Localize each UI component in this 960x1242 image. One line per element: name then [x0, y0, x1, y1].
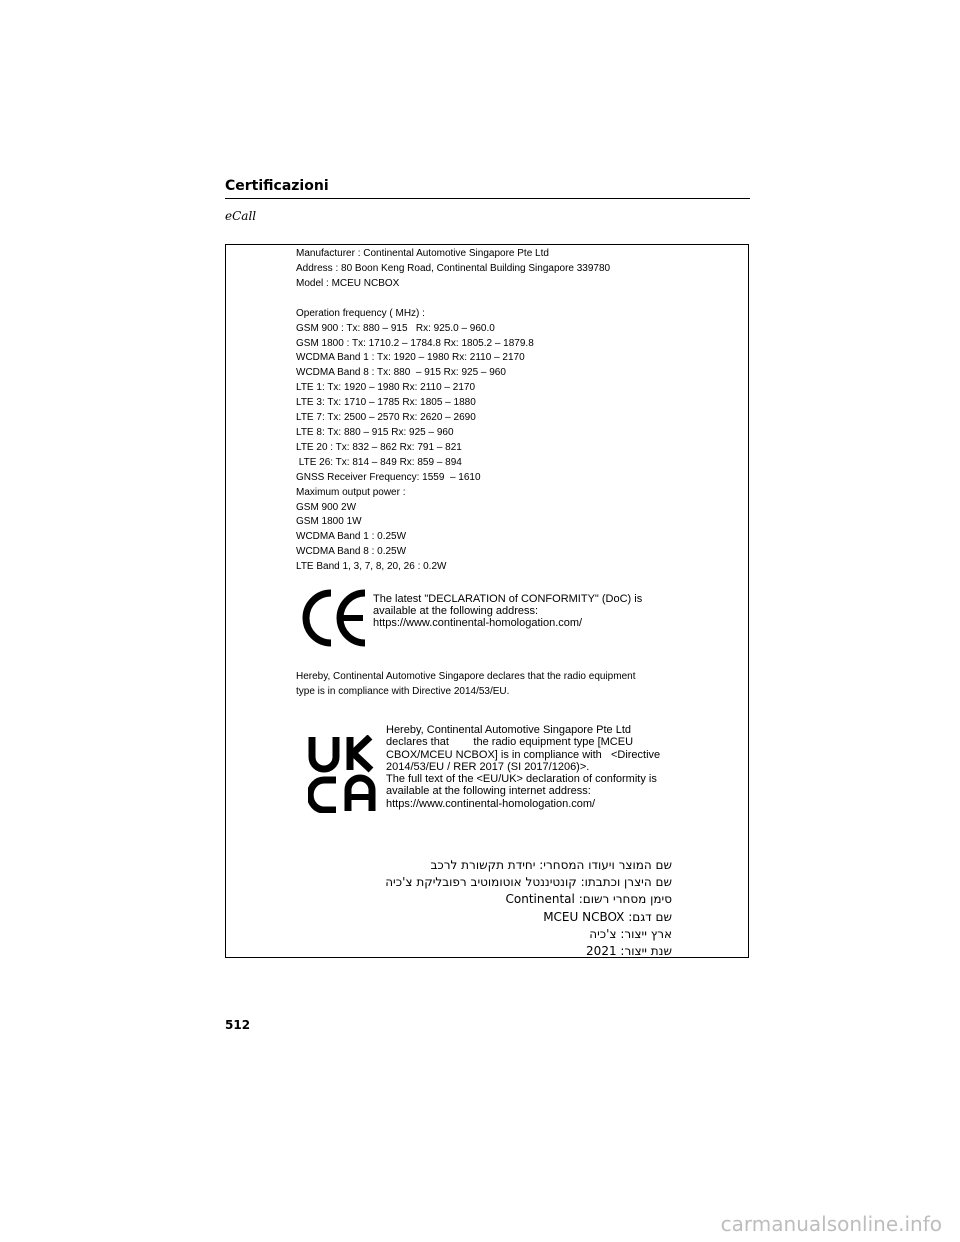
spec-lines: [296, 247, 610, 575]
hebrew-label-text: [385, 857, 672, 960]
ukca-line: available at the following internet address:: [386, 785, 591, 798]
spec-line: WCDMA Band 1 : Tx: 1920 – 1980 Rx: 2110 – 2170: [296, 352, 525, 364]
spec-line: LTE 20 : Tx: 832 – 862 Rx: 791 – 821: [296, 441, 462, 453]
ce-mark-icon: [301, 587, 371, 649]
spec-line: Maximum output power :: [296, 486, 406, 498]
ukca-mark-icon: [308, 735, 386, 813]
subsection-title: eCall: [225, 209, 257, 223]
hebrew-line: סימן מסחרי רשום: Continental: [505, 892, 672, 907]
section-title: Certificazioni: [225, 178, 329, 194]
spec-line: GSM 900 : Tx: 880 – 915 Rx: 925.0 – 960.0: [296, 322, 495, 334]
spec-line: WCDMA Band 8 : Tx: 880 – 915 Rx: 925 – 960: [296, 367, 506, 379]
ce-line: available at the following address:: [373, 605, 539, 617]
spec-line: WCDMA Band 8 : 0.25W: [296, 546, 407, 558]
spec-line: GNSS Receiver Frequency: 1559 – 1610: [296, 471, 481, 483]
hebrew-line: שנת ייצור: 2021: [586, 944, 672, 959]
spec-line-gap: [296, 292, 610, 307]
spec-line: LTE Band 1, 3, 7, 8, 20, 26 : 0.2W: [296, 561, 447, 573]
spec-line: GSM 1800 1W: [296, 516, 362, 528]
spec-line: Manufacturer : Continental Automotive Singapore Pte Ltd: [296, 248, 549, 259]
spec-line: GSM 900 2W: [296, 501, 357, 513]
watermark: carmanualsonline.info: [720, 1212, 942, 1236]
ukca-line: The full text of the <EU/UK> declaration of conformity is: [386, 773, 657, 786]
spec-line: LTE 26: Tx: 814 – 849 Rx: 859 – 894: [296, 456, 462, 468]
spec-line: LTE 8: Tx: 880 – 915 Rx: 925 – 960: [296, 426, 454, 438]
ukca-declaration-text: [386, 724, 686, 810]
spec-line: LTE 7: Tx: 2500 – 2570 Rx: 2620 – 2690: [296, 412, 476, 424]
certification-label: [225, 244, 749, 958]
hebrew-line: ארץ ייצור: צ'כיה: [589, 926, 672, 941]
ukca-line: declares that the radio equipment type [MCEU: [386, 736, 634, 749]
ukca-line: 2014/53/EU / RER 2017 (SI 2017/1206)>.: [386, 760, 590, 773]
ce-line: The latest "DECLARATION of CONFORMITY" (DoC) is: [373, 593, 643, 605]
ukca-line: Hereby, Continental Automotive Singapore Pte Ltd: [386, 724, 632, 736]
spec-line: LTE 3: Tx: 1710 – 1785 Rx: 1805 – 1880: [296, 397, 476, 409]
spec-line: Model : MCEU NCBOX: [296, 277, 400, 289]
ce-line: https://www.continental-homologation.com/: [373, 617, 583, 629]
title-divider: [225, 198, 750, 199]
hebrew-line: שם דגם: MCEU NCBOX: [543, 909, 672, 924]
ukca-line: CBOX/MCEU NCBOX] is in compliance with <Directive: [386, 748, 661, 761]
hebrew-line: שם המוצר ויעודו המסחרי: יחידת תקשורת לרכב: [430, 858, 672, 872]
spec-line: Address : 80 Boon Keng Road, Continental Building Singapore 339780: [296, 262, 611, 274]
spec-line: GSM 1800 : Tx: 1710.2 – 1784.8 Rx: 1805.2 – 1879.8: [296, 337, 534, 349]
ce-declaration-text: [373, 593, 673, 629]
spec-line: Operation frequency ( MHz) :: [296, 307, 425, 319]
compliance-statement: [296, 670, 696, 700]
spec-line: LTE 1: Tx: 1920 – 1980 Rx: 2110 – 2170: [296, 382, 476, 394]
hebrew-line: שם היצרן וכתבתו: קונטיננטל אוטומוטיב רפובליקת צ'כיה: [385, 875, 672, 890]
compliance-line: type is in compliance with Directive 2014/53/EU.: [296, 685, 510, 697]
page-number: 512: [225, 1018, 251, 1032]
compliance-line: Hereby, Continental Automotive Singapore declares that the radio equipment: [296, 671, 636, 682]
ukca-line: https://www.continental-homologation.com/: [386, 797, 596, 810]
spec-line: WCDMA Band 1 : 0.25W: [296, 531, 407, 543]
